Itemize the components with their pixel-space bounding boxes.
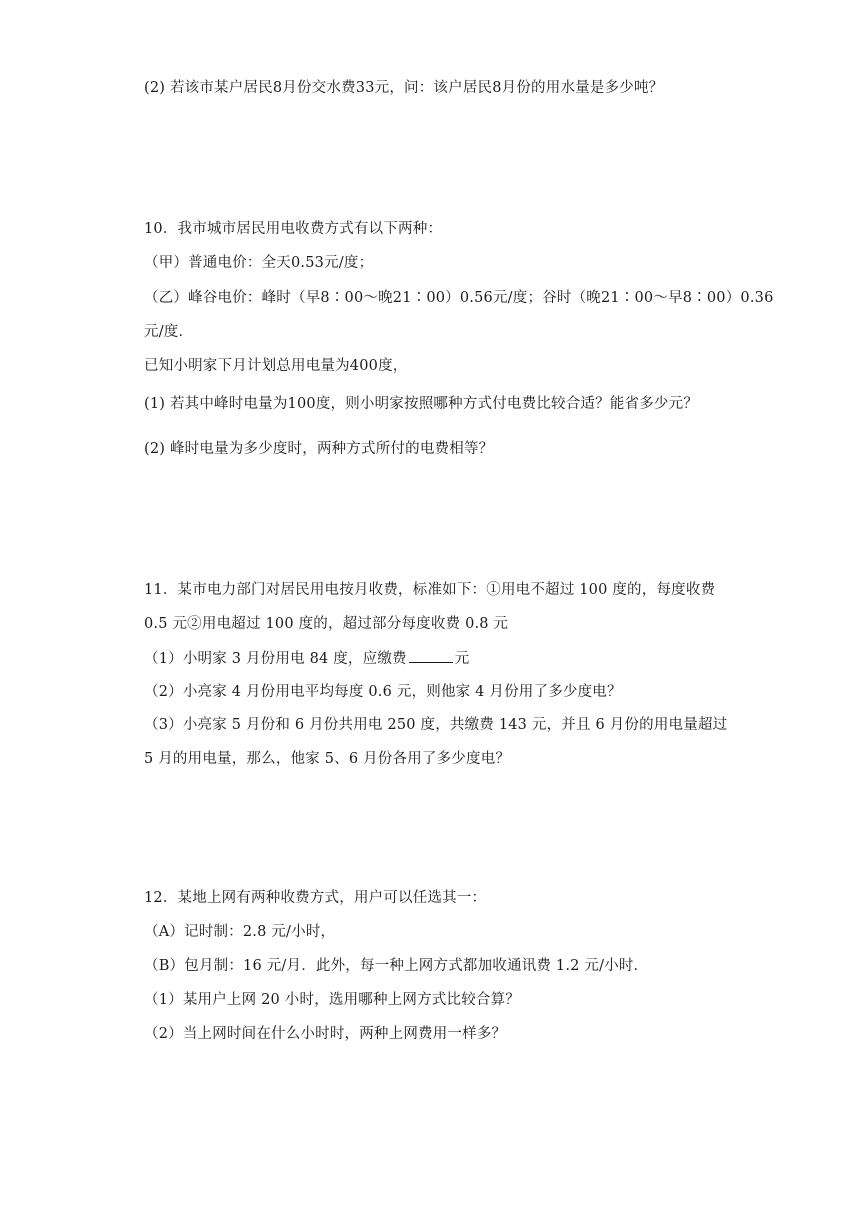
question-12-part-2: （2）当上网时间在什么小时时，两种上网费用一样多？ [144,1026,507,1042]
question-11-part-3-line-2: 5 月的用电量，那么，他家 5、6 月份各用了多少度电？ [144,751,511,767]
question-9-part-2: (2) 若该市某户居民8月份交水费33元，问：该户居民8月份的用水量是多少吨？ [144,80,664,96]
answer-blank[interactable] [409,648,453,663]
question-12-option-a: （A）记时制：2.8 元/小时， [144,924,336,940]
question-10-option-b-line-1: （乙）峰谷电价：峰时（早8∶00～晚21∶00）0.56元/度；谷时（晚21∶00～早8∶00）0.36 [144,290,774,306]
question-11-part-1 [144,648,469,669]
question-12-part-1: （1）某用户上网 20 小时，选用哪种上网方式比较合算？ [144,992,520,1008]
question-10-part-2: (2) 峰时电量为多少度时，两种方式所付的电费相等？ [144,441,494,457]
question-12-title: 12．某地上网有两种收费方式，用户可以任选其一： [144,890,487,906]
question-11-title-line-2: 0.5 元②用电超过 100 度的，超过部分每度收费 0.8 元 [144,616,509,632]
question-11-part-1-text: （1）小明家 3 月份用电 84 度，应缴费 [144,651,407,667]
question-11-title-line-1: 11．某市电力部门对居民用电按月收费，标准如下：①用电不超过 100 度的，每度收费 [144,582,716,598]
question-11-part-2: （2）小亮家 4 月份用电平均每度 0.6 元，则他家 4 月份用了多少度电？ [144,684,622,700]
question-10-option-a: （甲）普通电价：全天0.53元/度； [144,255,374,271]
question-11-part-3-line-1: （3）小亮家 5 月份和 6 月份共用电 250 度，共缴费 143 元，并且 6 月份的用电量超过 [144,717,728,733]
question-12-option-b: （B）包月制：16 元/月．此外，每一种上网方式都加收通讯费 1.2 元/小时． [144,958,649,974]
question-10-title: 10．我市城市居民用电收费方式有以下两种： [144,221,443,237]
question-10-part-1: (1) 若其中峰时电量为100度，则小明家按照哪种方式付电费比较合适？能省多少元？ [144,396,699,412]
question-10-option-b-line-2: 元/度． [144,324,194,340]
question-11-part-1-unit: 元 [454,651,470,667]
question-10-known: 已知小明家下月计划总用电量为400度， [144,358,408,374]
